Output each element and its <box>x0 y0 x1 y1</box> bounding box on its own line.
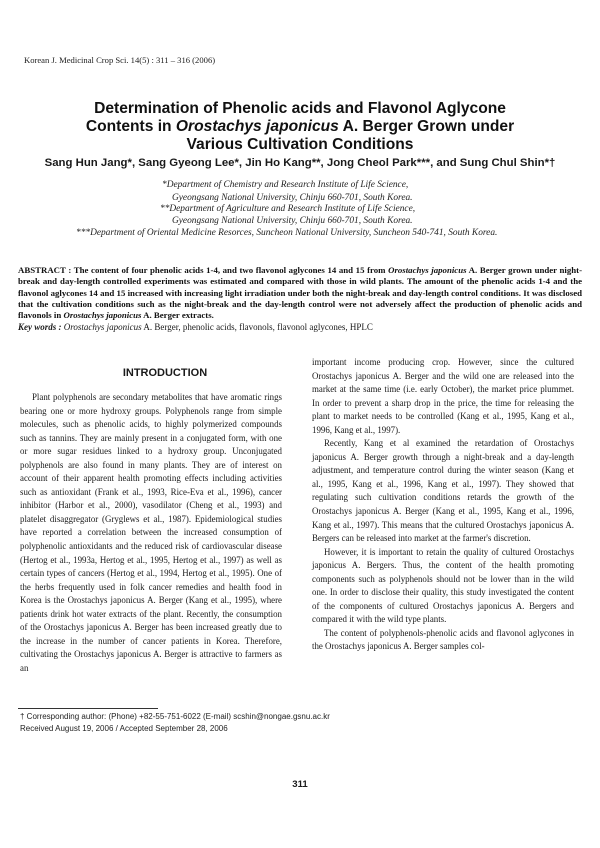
affiliation-4: Gyeongsang National University, Chinju 660-701, South Korea. <box>172 216 413 226</box>
title-line-3: Various Cultivation Conditions <box>186 136 414 153</box>
section-heading-introduction: INTRODUCTION <box>122 367 208 379</box>
page-number: 311 <box>292 779 308 790</box>
affiliation-3: **Department of Agriculture and Research Institute of Life Science, <box>160 204 416 214</box>
affiliation-5: ***Department of Oriental Medicine Resorces, Suncheon National University, Suncheon 540-741, South Korea. <box>76 228 498 238</box>
abstract-text-3: A. Berger extracts. <box>141 310 214 321</box>
abstract-text-2: A. Berger grown under night-break and day-length controlled experiments was estimated and compared with those in wild plants. The amount of the phenolic acids 1-4 and the flavonol aglycones 14 and 15 increased with increasing light irradiation under both the night-break and day-length control conditions. It was disclosed that the cultivation conditions such as the night-break and the day-length control were not adversely affect the production of phenolic acids and flavonols in <box>18 265 583 321</box>
intro-paragraph-5: The content of polyphenols-phenolic acids and flavonol aglycones in the Orostachys japonicus A. Berger samples col- <box>312 627 574 652</box>
intro-paragraph-1: Plant polyphenols are secondary metabolites that have aromatic rings bearing one or more hydroxy groups. Polyphenols range from simple molecules, such as phenolic acids, to highly polymerized compounds such as tannins. They are mainly present in a conjugated form, with one or more sugar residues linked to a hydroxy group. Unconjugated polyphenols are also found in many plants. They are of interest on account of their apparent health promoting effects including activities such as antioxidant (Frank et al., 1993, Rice-Eva et al., 1996), cancer inhibitor (Harbor et al., 2000), vasodilator (Cheng et al., 1993) and platelet disaggregator (Gryglews et al., 1987). Epidemiological studies have reported a correlation between the increased consumption of polyphenolic antioxidants and the reduced risk of cardiovascular disease (Hertog et al., 1993a, Hertog et al., 1995, Hertog et al., 1997) as well as certain types of cancers (Hertog et al., 1994, Hertog et al., 1995). One of the herbs frequently used in folk cancer remedies and health food in Korea is the Orostachys japonicus A. Berger (Kang et al., 1995), where patients drink hot water extracts of the plant. Recently, the consumption of the Orostachys japonicus A. Berger has been increased greatly due to the increase in the number of cancer patients in Korea. Therefore, cultivating the Orostachys japonicus A. Berger is attractive to farmers as an <box>20 392 282 673</box>
title-line-1: Determination of Phenolic acids and Flavonol Aglycone <box>94 100 506 117</box>
affiliation-1: *Department of Chemistry and Research Institute of Life Science, <box>162 180 409 190</box>
keywords-list: A. Berger, phenolic acids, flavonols, flavonol aglycones, HPLC <box>141 322 373 332</box>
keywords-species: Orostachys japonicus <box>63 322 142 332</box>
footnote-received-dates: Received August 19, 2006 / Accepted September 28, 2006 <box>20 724 228 733</box>
paper-title <box>40 100 560 154</box>
title-species: Orostachys japonicus <box>175 118 339 135</box>
intro-paragraph-3: Recently, Kang et al examined the retardation of Orostachys japonicus A. Berger growth through a night-break and a day-length adjustment, and temperature control during the winter season (Kang et al., 1995, Kang et al., 1996, Kang et al., 1997). They showed that regulating such cultivation conditions retards the growth of the Orostachys japonicus A. Berger (Kang et al., 1995, Kang et al., 1996, Kang et al., 1997). This means that the cultured Orostachys japonicus A. Bergers can be released into market at the farmer's discretion. <box>312 438 574 544</box>
title-line-2 <box>40 118 560 136</box>
title-line-2-post: A. Berger Grown under <box>338 118 515 135</box>
footnote-divider <box>18 708 158 709</box>
abstract-species-2: Orostachys japonicus <box>63 310 142 321</box>
abstract-species-1: Orostachys japonicus <box>388 265 467 275</box>
intro-paragraph-4: However, it is important to retain the quality of cultured Orostachys japonicus A. Bergers. Thus, the content of the health promoting components such as polyphenols should not be lower than in the wild one. In order to disclose their quality, this study investigated the content of the components of cultured Orostachys japonicus A. Bergers and compared it with the wild type plants. <box>312 546 574 625</box>
keywords <box>18 322 582 332</box>
affiliation-2: Gyeongsang National University, Chinju 660-701, South Korea. <box>172 193 413 203</box>
abstract <box>18 265 582 321</box>
journal-reference: Korean J. Medicinal Crop Sci. 14(5) : 311 – 316 (2006) <box>24 55 216 65</box>
abstract-text-1: ABSTRACT : The content of four phenolic acids 1-4, and two flavonol aglycones 14 and 15 from <box>18 265 389 275</box>
keywords-label: Key words : <box>18 322 64 332</box>
intro-paragraph-2: important income producing crop. However, since the cultured Orostachys japonicus A. Berger and the wild one are released into the market at the same time (i.e. early October), the market price plummet. In order to prevent a sharp drop in the price, the time for releasing the plant to market needs to be controlled (Kang et al., 1995, Kang et al., 1996, Kang et al., 1997). <box>312 357 574 435</box>
left-column <box>20 391 282 675</box>
footnote-corresponding-author: † Corresponding author: (Phone) +82-55-751-6022 (E-mail) scshin@nongae.gsnu.ac.kr <box>20 712 330 721</box>
right-column <box>312 356 574 654</box>
author-list: Sang Hun Jang*, Sang Gyeong Lee*, Jin Ho Kang**, Jong Cheol Park***, and Sung Chul Shin*† <box>44 157 556 169</box>
title-line-2-pre: Contents in <box>85 118 176 135</box>
